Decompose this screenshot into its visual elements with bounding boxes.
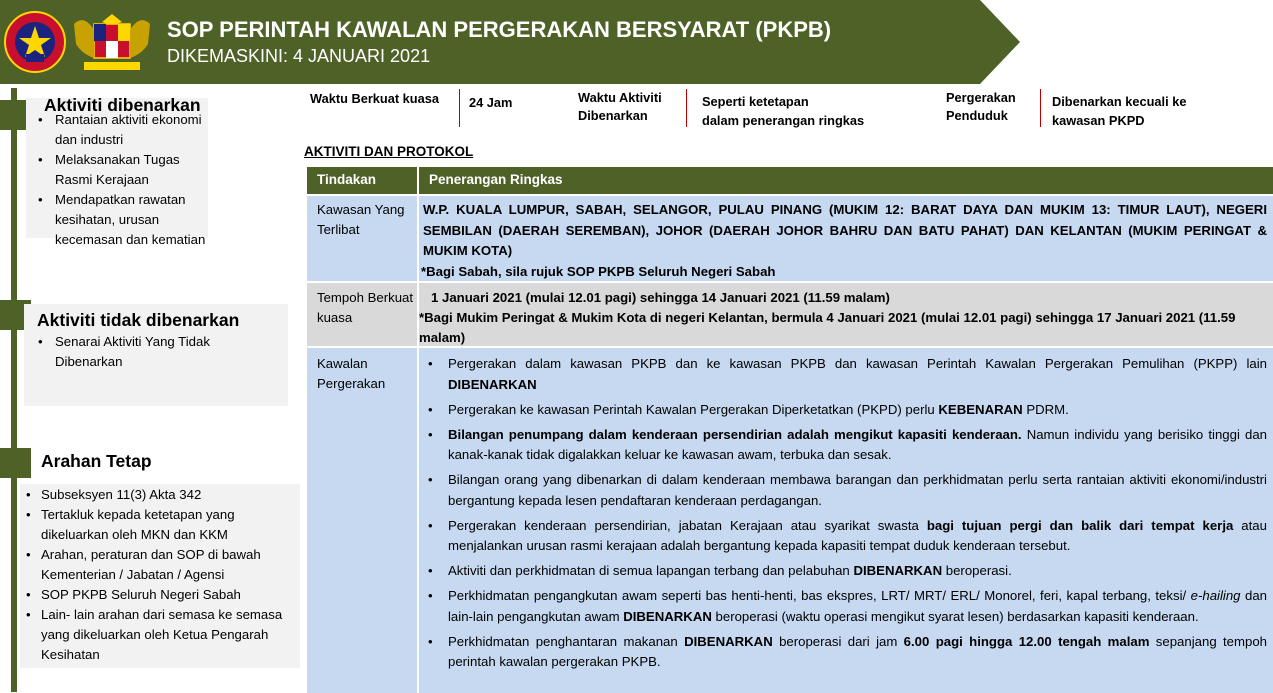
not-allowed-list: [38, 332, 253, 372]
table-header: [307, 167, 1273, 194]
effective-value: 24 Jam: [469, 95, 513, 110]
section-title: AKTIVITI DAN PROTOKOL: [304, 144, 474, 159]
list-item: • Mendapatkan rawatan kesihatan, urusan kecemasan dan kematian: [38, 190, 208, 250]
standing-title: Arahan Tetap: [41, 451, 152, 471]
divider: [417, 196, 419, 281]
allowed-list: [38, 110, 208, 250]
page-title: SOP PERINTAH KAWALAN PERGERAKAN BERSYARAT (PKPB): [167, 17, 832, 42]
activity-value-2: dalam penerangan ringkas: [702, 113, 865, 128]
table-row-movement: [307, 348, 1273, 693]
header-penerangan: Penerangan Ringkas: [429, 172, 563, 187]
list-item: • Aktiviti dan perkhidmatan di semua lapangan terbang dan pelabuhan DIBENARKAN beroperasi.: [419, 561, 1273, 582]
effective-label: Waktu Berkuat kuasa: [310, 91, 439, 106]
list-item: • Rantaian aktiviti ekonomi dan industri: [38, 110, 208, 150]
header-tindakan: Tindakan: [317, 172, 377, 187]
divider: [417, 167, 419, 194]
period-line-2: *Bagi Mukim Peringat & Mukim Kota di negeri Kelantan, bermula 4 Januari 2021 (mulai 12.01 pagi) sehingga 17 Januari 2021 (11.59 malam): [419, 310, 1236, 345]
list-item: • Pergerakan ke kawasan Perintah Kawalan Pergerakan Diperketatkan (PKPD) perlu KEBENARAN PDRM.: [419, 400, 1273, 421]
coat-of-arms-logo: [70, 10, 154, 74]
divider: [1040, 89, 1041, 127]
divider: [686, 89, 687, 127]
list-item: • Perkhidmatan penghantaran makanan DIBENARKAN beroperasi dari jam 6.00 pagi hingga 12.00 tengah malam sepanjang tempoh perintah kawalan pergerakan PKPB.: [419, 632, 1273, 673]
activity-label-2: Dibenarkan: [578, 108, 648, 123]
movement-value-2: kawasan PKPD: [1052, 113, 1145, 128]
row-label: Kawasan Yang Terlibat: [317, 202, 405, 237]
list-item: • Senarai Aktiviti Yang Tidak Dibenarkan: [38, 332, 253, 372]
activity-value-1: Seperti ketetapan: [702, 94, 809, 109]
movement-label-2: Penduduk: [946, 108, 1008, 123]
nsc-logo: [4, 10, 66, 74]
movement-value-1: Dibenarkan kecuali ke: [1052, 94, 1187, 109]
table-row-period: [307, 283, 1273, 346]
period-line-1: 1 Januari 2021 (mulai 12.01 pagi) sehingga 14 Januari 2021 (11.59 malam): [431, 290, 890, 305]
list-item: • Lain- lain arahan dari semasa ke semasa yang dikeluarkan oleh Ketua Pengarah Kesihatan: [26, 605, 298, 665]
table-row-area: [307, 196, 1273, 281]
list-item: • SOP PKPB Seluruh Negeri Sabah: [26, 585, 298, 605]
list-item: • Melaksanakan Tugas Rasmi Kerajaan: [38, 150, 208, 190]
allowed-title: Aktiviti dibenarkan: [44, 95, 201, 115]
row-label: Kawalan Pergerakan: [317, 356, 386, 391]
list-item: • Pergerakan kenderaan persendirian, jabatan Kerajaan atau syarikat swasta bagi tujuan pergi dan balik dari tempat kerja atau menjalankan urusan rasmi kerajaan adalah bergantung kepada kapasiti tempat duduk kenderaan tersebut.: [419, 516, 1273, 557]
divider: [459, 89, 460, 127]
list-item: • Perkhidmatan pengangkutan awam seperti bas henti-henti, bas ekspres, LRT/ MRT/ ERL/ Monorel, feri, kapal terbang, teksi/ e-hailing dan lain-lain pengangkutan awam DIBENARKAN beroperasi (waktu operasi mengikut syarat lesen) berdasarkan kapasiti kenderaan.: [419, 586, 1273, 627]
movement-list: [419, 354, 1273, 673]
row-content: [419, 354, 1273, 677]
divider: [417, 283, 419, 346]
list-item: • Bilangan penumpang dalam kenderaan persendirian adalah mengikut kapasiti kenderaan. Namun individu yang berisiko tinggi dan kanak-kanak tidak digalakkan keluar ke kawasan awam, terbuka dan sesak.: [419, 425, 1273, 466]
not-allowed-title: Aktiviti tidak dibenarkan: [37, 310, 240, 330]
header-banner: [0, 0, 1273, 84]
list-item: • Tertakluk kepada ketetapan yang dikeluarkan oleh MKN dan KKM: [26, 505, 298, 545]
list-item: • Bilangan orang yang dibenarkan di dalam kenderaan membawa barangan dan perkhidmatan perlu serta rantaian aktiviti ekonomi/industri bergantung kepada lesen pendaftaran kenderaan perdagangan.: [419, 470, 1273, 511]
row-content: [419, 200, 1273, 282]
area-text: W.P. KUALA LUMPUR, SABAH, SELANGOR, PULAU PINANG (MUKIM 12: BARAT DAYA DAN MUKIM 13: TIMUR LAUT), NEGERI SEMBILAN (DAERAH SEREMBAN), JOHOR (DAERAH JOHOR BAHRU DAN BATU PAHAT) DAN KELANTAN (MUKIM PERINGAT & MUKIM KOTA): [423, 202, 1267, 258]
row-label: Tempoh Berkuat kuasa: [317, 290, 414, 325]
list-item: • Pergerakan dalam kawasan PKPB dan ke kawasan PKPB dan kawasan Perintah Kawalan Pergerakan Pemulihan (PKPP) lain DIBENARKAN: [419, 354, 1273, 395]
timeline-line: [11, 88, 17, 692]
activity-label-1: Waktu Aktiviti: [578, 90, 662, 105]
list-item: • Arahan, peraturan dan SOP di bawah Kementerian / Jabatan / Agensi: [26, 545, 298, 585]
row-content: [419, 288, 1273, 348]
movement-label-1: Pergerakan: [946, 90, 1016, 105]
standing-list: [26, 485, 298, 665]
page-subtitle: DIKEMASKINI: 4 JANUARI 2021: [167, 46, 431, 66]
divider: [417, 348, 419, 693]
area-note: *Bagi Sabah, sila rujuk SOP PKPB Seluruh Negeri Sabah: [421, 263, 776, 279]
timeline-node-standing: [0, 448, 31, 478]
list-item: • Subseksyen 11(3) Akta 342: [26, 485, 298, 505]
